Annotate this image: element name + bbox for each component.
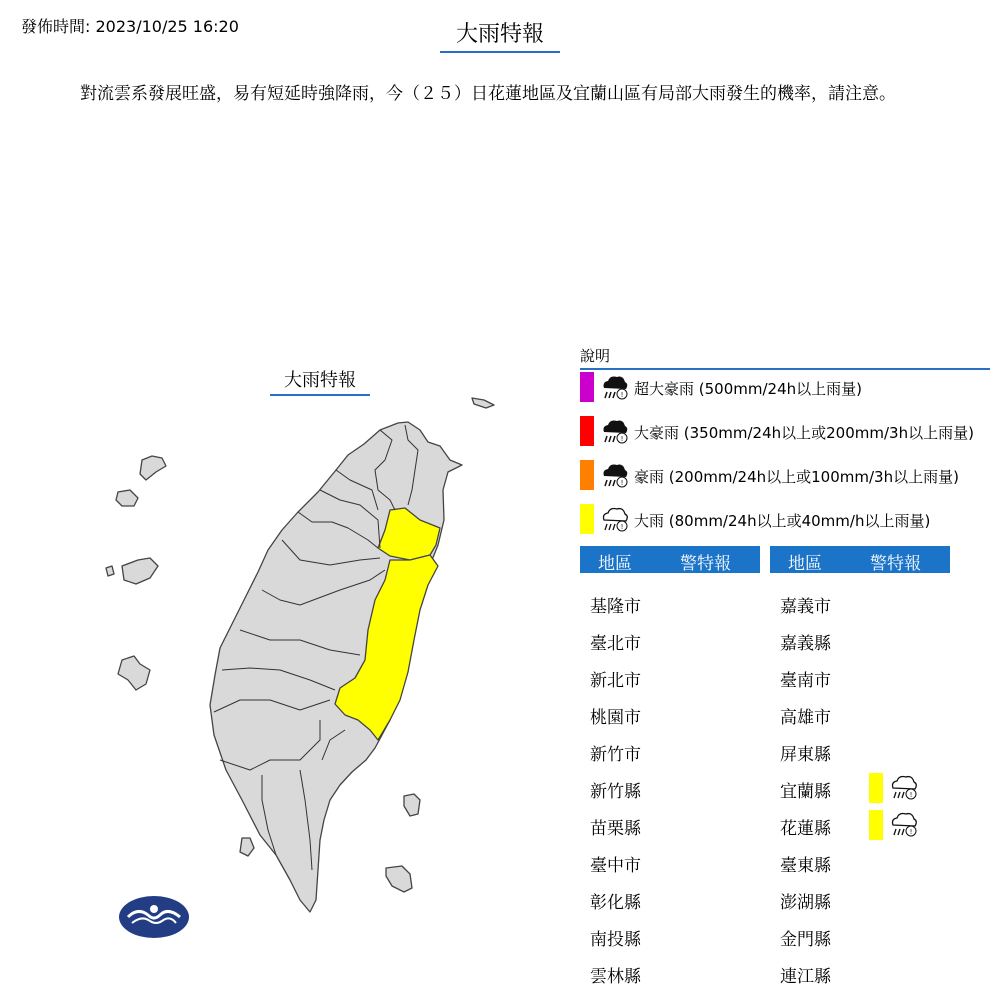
col-warning-label: 警特報 (870, 554, 921, 574)
liuqiu-island (240, 838, 254, 856)
penghu-island (118, 656, 150, 690)
svg-text:!: ! (620, 479, 624, 487)
region-lienchiang[interactable]: 連江縣 (780, 967, 831, 987)
table-header-right (770, 546, 950, 573)
warning-description: 對流雲系發展旺盛，易有短延時強降雨，今（２５）日花蓮地區及宜蘭山區有局部大雨發生的機率，請注意。 (80, 84, 896, 104)
region-taichung[interactable]: 臺中市 (590, 856, 641, 876)
region-new-taipei[interactable]: 新北市 (590, 671, 641, 691)
region-pingtung[interactable]: 屏東縣 (780, 745, 831, 765)
rain-outline-icon (887, 772, 919, 804)
col-region-label: 地區 (598, 554, 632, 574)
heavy-rain-dark-icon (598, 372, 630, 404)
region-changhua[interactable]: 彰化縣 (590, 893, 641, 913)
region-taitung[interactable]: 臺東縣 (780, 856, 831, 876)
svg-text:!: ! (620, 435, 624, 443)
map-title: 大雨特報 (270, 366, 370, 396)
table-header-left (580, 546, 760, 573)
region-miaoli[interactable]: 苗栗縣 (590, 819, 641, 839)
legend-item-super-torrential (580, 372, 1000, 404)
col-warning-label: 警特報 (680, 554, 731, 574)
legend-swatch (580, 460, 594, 490)
region-tainan[interactable]: 臺南市 (780, 671, 831, 691)
taiwan-map (100, 390, 500, 930)
warning-swatch-yilan (869, 773, 883, 803)
legend-item-torrential (580, 460, 1000, 492)
legend-swatch (580, 504, 594, 534)
region-yilan[interactable]: 宜蘭縣 (780, 782, 831, 802)
region-kinmen[interactable]: 金門縣 (780, 930, 831, 950)
penghu-island (106, 566, 114, 576)
legend-swatch (580, 416, 594, 446)
region-yunlin[interactable]: 雲林縣 (590, 967, 641, 987)
region-kaohsiung[interactable]: 高雄市 (780, 708, 831, 728)
region-hualien[interactable]: 花蓮縣 (780, 819, 831, 839)
col-region-label: 地區 (788, 554, 822, 574)
legend-swatch (580, 372, 594, 402)
rain-outline-icon (598, 504, 630, 536)
legend-label: 豪雨 (200mm/24h以上或100mm/3h以上雨量) (634, 468, 959, 486)
legend-label: 大雨 (80mm/24h以上或40mm/h以上雨量) (634, 512, 931, 530)
region-taipei[interactable]: 臺北市 (590, 634, 641, 654)
penghu-island (140, 456, 166, 480)
page-title: 大雨特報 (440, 17, 560, 53)
penghu-island (116, 490, 138, 506)
rain-outline-icon (887, 809, 919, 841)
svg-text:!: ! (909, 791, 913, 799)
region-taoyuan[interactable]: 桃園市 (590, 708, 641, 728)
publish-time: 發佈時間: 2023/10/25 16:20 (21, 17, 239, 36)
svg-text:!: ! (909, 828, 913, 836)
orchid-island (386, 866, 412, 892)
cwa-logo (118, 895, 190, 939)
region-chiayi-city[interactable]: 嘉義市 (780, 597, 831, 617)
legend-label: 超大豪雨 (500mm/24h以上雨量) (634, 380, 862, 398)
green-island (404, 794, 420, 816)
svg-text:!: ! (620, 523, 624, 531)
turtle-island (472, 398, 494, 408)
region-hsinchu-city[interactable]: 新竹市 (590, 745, 641, 765)
legend-label: 大豪雨 (350mm/24h以上或200mm/3h以上雨量) (634, 424, 974, 442)
region-chiayi-county[interactable]: 嘉義縣 (780, 634, 831, 654)
heavy-rain-dark-icon (598, 460, 630, 492)
penghu-island (122, 558, 158, 584)
heavy-rain-dark-icon (598, 416, 630, 448)
legend-item-heavy-rain (580, 504, 1000, 536)
legend-item-extremely-torrential (580, 416, 1000, 448)
region-keelung[interactable]: 基隆市 (590, 597, 641, 617)
svg-text:!: ! (620, 391, 624, 399)
warning-swatch-hualien (869, 810, 883, 840)
region-hsinchu-county[interactable]: 新竹縣 (590, 782, 641, 802)
legend-header: 說明 (580, 345, 990, 370)
region-penghu[interactable]: 澎湖縣 (780, 893, 831, 913)
region-nantou[interactable]: 南投縣 (590, 930, 641, 950)
